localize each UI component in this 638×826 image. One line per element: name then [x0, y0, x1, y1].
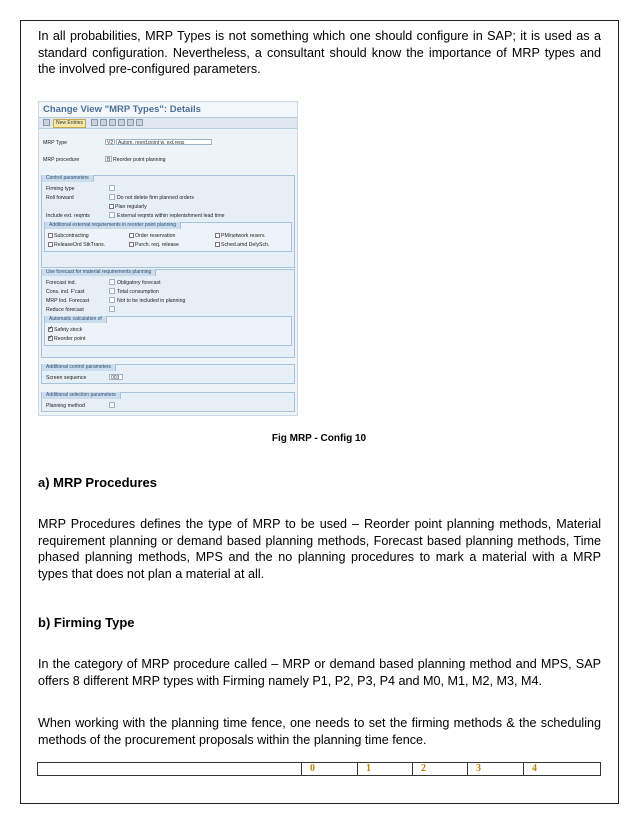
safety-stock-checkbox[interactable]: ✓Safety stock — [48, 327, 82, 333]
cons-ind-value: Total consumption — [117, 289, 159, 295]
planning-method-field[interactable] — [109, 402, 115, 408]
automatic-calculation-group — [44, 316, 292, 346]
mrp-type-label: MRP Type — [43, 140, 68, 146]
cons-ind-field[interactable] — [109, 288, 115, 294]
section-a-body: MRP Procedures defines the type of MRP to be used – Reorder point planning methods, Material requirement planning or demand based planning methods, Forecast based planning methods, Time phased planning methods, MPS and the no planning procedures to mark a material with a MRP types that does not plan a material at all. — [38, 517, 601, 581]
purch-req-checkbox[interactable]: Purch. req. release — [129, 242, 179, 248]
mrp-procedure-label: MRP procedure — [43, 157, 80, 163]
figure-caption: Fig MRP - Config 10 — [271, 433, 367, 444]
sched-amd-checkbox[interactable]: Sched.amd DelySch. — [215, 242, 269, 248]
roll-forward-label: Roll forward — [46, 195, 74, 201]
undo-icon[interactable] — [118, 119, 125, 126]
include-ext-field[interactable] — [109, 212, 115, 218]
mrp-procedure-desc: Reorder point planning — [113, 157, 166, 163]
automatic-calculation-title: Automatic calculation of — [45, 316, 107, 323]
mrp-ind-value: Not to be included in planning — [117, 298, 186, 304]
reduce-forecast-field[interactable] — [109, 306, 115, 312]
section-b-heading: b) Firming Type — [38, 615, 135, 630]
plan-regularly-checkbox[interactable]: Plan regularly — [109, 204, 147, 210]
roll-forward-field[interactable] — [109, 194, 115, 200]
roll-forward-value: Do not delete firm planned orders — [117, 195, 194, 201]
additional-selection-title: Additional selection parameters — [42, 392, 121, 399]
save-icon[interactable] — [100, 119, 107, 126]
forecast-ind-field[interactable] — [109, 279, 115, 285]
additional-external-title: Additional external requirements in reorder point planning — [45, 222, 181, 229]
forecast-group — [41, 269, 295, 358]
footer-blank-cell — [38, 763, 302, 775]
footer-cell-4: 4 — [532, 763, 537, 774]
sap-mrp-types-screenshot — [38, 101, 298, 416]
pm-network-checkbox[interactable]: PM/network reserv. — [215, 233, 265, 239]
footer-cell-3: 3 — [468, 763, 524, 775]
delete-icon[interactable] — [109, 119, 116, 126]
additional-control-group — [41, 364, 295, 384]
release-ord-checkbox[interactable]: ReleaseOrd StkTrans. — [48, 242, 105, 248]
section-b-body-1: In the category of MRP procedure called – MRP or demand based planning method and MPS, SAP offers 8 different MRP types with Firming namely P1, P2, P3, P4 and M0, M1, M2, M3, M4. — [38, 657, 601, 688]
additional-external-group — [44, 222, 292, 252]
copy-icon[interactable] — [91, 119, 98, 126]
additional-control-title: Additional control parameters — [42, 364, 116, 371]
sap-window-title: Change View "MRP Types": Details — [39, 102, 297, 118]
forecast-ind-value: Obligatory forecast — [117, 280, 161, 286]
footer-cell-1: 1 — [358, 763, 413, 775]
next-icon[interactable] — [136, 119, 143, 126]
new-entries-button[interactable]: New Entries — [53, 119, 86, 128]
screen-sequence-label: Screen sequence — [46, 375, 87, 381]
order-reservation-checkbox[interactable]: Order reservation — [129, 233, 175, 239]
forecast-ind-label: Forecast ind. — [46, 280, 76, 286]
screen-sequence-value[interactable]: 003 — [109, 374, 123, 380]
control-parameters-group — [41, 175, 295, 268]
section-b-body-2: When working with the planning time fence, one needs to set the firming methods & the scheduling methods of the procurement proposals within the planning time fence. — [38, 716, 601, 747]
mrp-type-desc: Autom. reord.point w. ext.reqs — [116, 139, 212, 145]
include-ext-label: Include ext. reqmts — [46, 213, 90, 219]
reorder-point-checkbox[interactable]: ✓Reorder point — [48, 336, 85, 342]
reduce-forecast-label: Reduce forecast — [46, 307, 84, 313]
mrp-ind-field[interactable] — [109, 297, 115, 303]
previous-icon[interactable] — [127, 119, 134, 126]
section-a-heading: a) MRP Procedures — [38, 475, 157, 490]
mrp-type-code: V2 — [107, 140, 114, 145]
subcontracting-checkbox[interactable]: Subcontracting — [48, 233, 89, 239]
check-icon[interactable] — [43, 119, 50, 126]
intro-paragraph: In all probabilities, MRP Types is not something which one should configure in SAP; it is used as a standard configuration. Nevertheless, a consultant should know the importance of MRP types and the involved pre-configured parameters. — [38, 29, 601, 76]
cons-ind-label: Cons. ind. F'cast — [46, 289, 85, 295]
firming-type-field[interactable] — [109, 185, 115, 191]
firming-type-label: Firming type — [46, 186, 75, 192]
footer-cell-0: 0 — [302, 763, 358, 775]
forecast-title: Use forecast for material requirements planning — [42, 269, 156, 276]
footer-cell-2: 2 — [413, 763, 468, 775]
sap-toolbar — [39, 118, 297, 129]
mrp-ind-label: MRP Ind. Forecast — [46, 298, 90, 304]
footer-page-table — [37, 762, 601, 776]
additional-selection-group — [41, 392, 295, 412]
include-ext-value: External reqmts within replenishment lead time — [117, 213, 225, 219]
planning-method-label: Planning method — [46, 403, 85, 409]
control-parameters-title: Control parameters — [42, 175, 94, 182]
mrp-procedure-code[interactable]: B — [107, 157, 111, 162]
